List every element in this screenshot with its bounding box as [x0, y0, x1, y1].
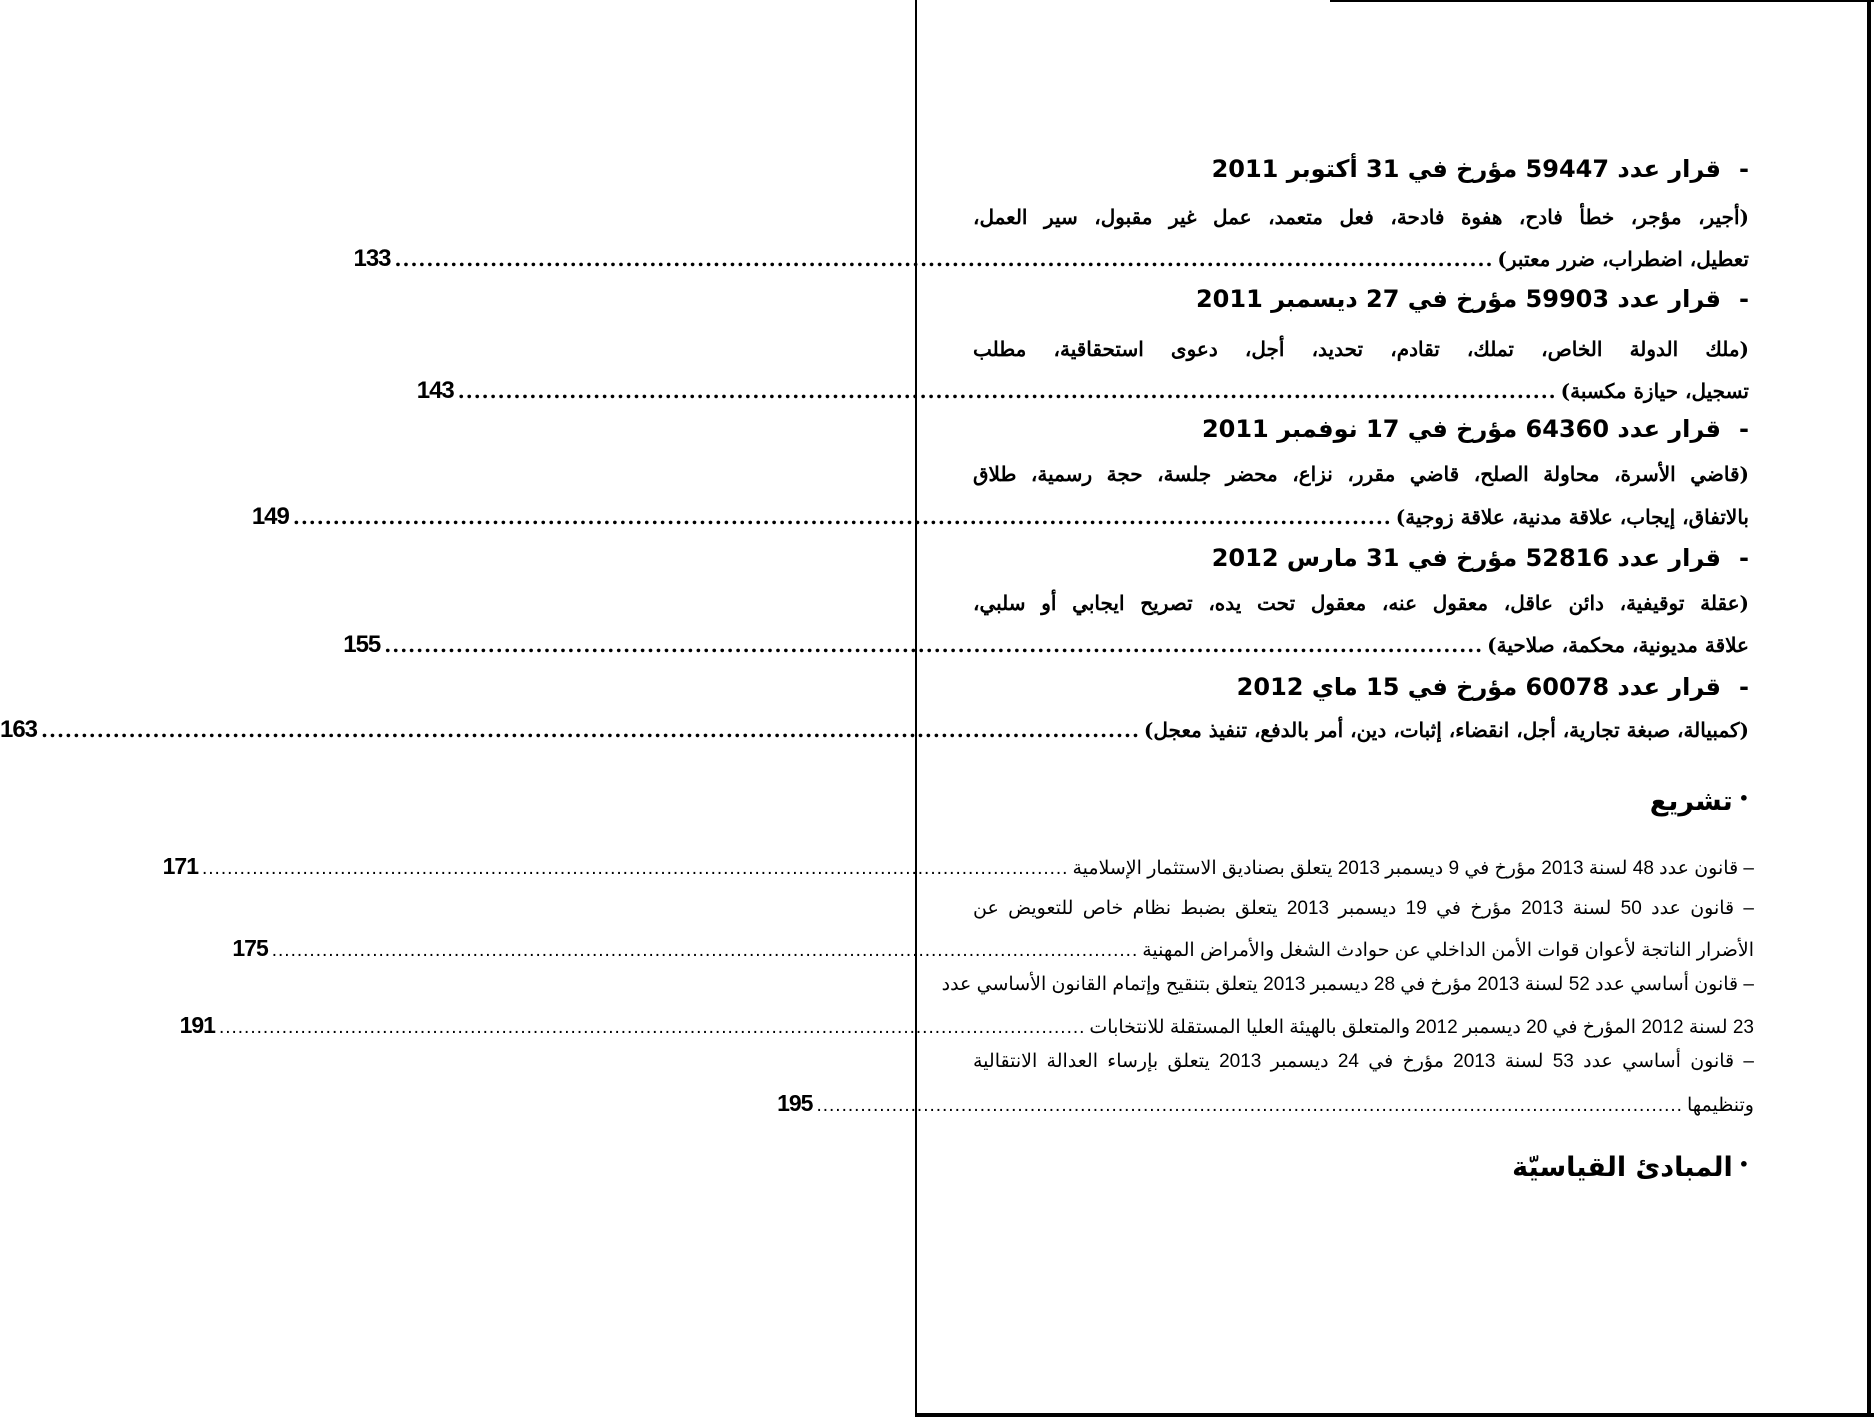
page-number[interactable]: 163	[0, 716, 38, 743]
section-title-principles: •المبادئ القياسيّة	[1512, 1152, 1749, 1183]
page-number[interactable]: 175	[232, 935, 268, 961]
leader-dots: ..........................................................................................................................................	[394, 247, 1494, 271]
leader-dots: ..........................................................................................................................................	[457, 379, 1557, 403]
decision-keywords-last: علاقة مديونية، محكمة، صلاحية) .......................................................................................................................................... 155	[343, 631, 1749, 658]
page-number[interactable]: 133	[353, 245, 391, 272]
page-number[interactable]: 149	[251, 503, 289, 530]
leader-dots: ..........................................................................................................................................	[201, 858, 1069, 879]
dash: -	[1739, 544, 1749, 572]
dash: -	[1739, 155, 1749, 183]
page-border-right	[1867, 0, 1871, 1414]
law-entry-last: وتنظيمها .......................................................................................................................................... 195	[777, 1090, 1754, 1116]
dash: -	[1739, 285, 1749, 313]
page-number[interactable]: 143	[416, 377, 454, 404]
decision-keywords-last: بالاتفاق، إيجاب، علاقة مدنية، علاقة زوجية) .......................................................................................................................................... 149	[251, 503, 1749, 530]
decision-heading: -قرار عدد 59447 مؤرخ في 31 أكتوبر 2011	[1211, 155, 1749, 183]
decision-keywords: (قاضي الأسرة، محاولة الصلح، قاضي مقرر، نزاع، محضر جلسة، حجة رسمية، طلاق	[973, 462, 1749, 486]
decision-keywords: (أجير، مؤجر، خطأ فادح، هفوة فادحة، فعل متعمد، عمل غير مقبول، سير العمل،	[973, 205, 1749, 229]
decision-heading: -قرار عدد 60078 مؤرخ في 15 ماي 2012	[1236, 673, 1749, 701]
page-border-left	[915, 0, 917, 1414]
dash: -	[1739, 415, 1749, 443]
decision-keywords-last: تعطيل، اضطراب، ضرر معتبر) .......................................................................................................................................... 133	[353, 245, 1749, 272]
page-number[interactable]: 155	[343, 631, 381, 658]
page-number[interactable]: 195	[777, 1090, 813, 1116]
decision-keywords-last: (كمبيالة، صبغة تجارية، أجل، انقضاء، إثبات، دين، أمر بالدفع، تنفيذ معجل) .......................................................................................................................................... 163	[0, 716, 1749, 743]
page-number[interactable]: 191	[179, 1012, 215, 1038]
leader-dots: ..........................................................................................................................................	[292, 505, 1392, 529]
law-entry-last: الأضرار الناتجة لأعوان قوات الأمن الداخلي عن حوادث الشغل والأمراض المهنية .......................................................................................................................................... 175	[232, 935, 1754, 961]
law-entry: – قانون عدد 48 لسنة 2013 مؤرخ في 9 ديسمبر 2013 يتعلق بصناديق الاستثمار الإسلامية .......................................................................................................................................... 171	[162, 853, 1754, 879]
decision-heading: -قرار عدد 64360 مؤرخ في 17 نوفمبر 2011	[1201, 415, 1749, 443]
decision-heading: -قرار عدد 52816 مؤرخ في 31 مارس 2012	[1211, 544, 1749, 572]
decision-keywords-last: تسجيل، حيازة مكسبة) .......................................................................................................................................... 143	[416, 377, 1749, 404]
law-entry: – قانون أساسي عدد 52 لسنة 2013 مؤرخ في 28 ديسمبر 2013 يتعلق بتنقيح وإتمام القانون الأساسي عدد	[941, 974, 1754, 995]
decision-keywords: (عقلة توقيفية، دائن عاقل، معقول عنه، معقول تحت يده، تصريح ايجابي أو سلبي،	[973, 591, 1749, 615]
leader-dots: ..........................................................................................................................................	[384, 633, 1484, 657]
page-border-bottom	[915, 1413, 1874, 1417]
bullet-icon: •	[1738, 789, 1749, 808]
leader-dots: ..........................................................................................................................................	[271, 940, 1139, 961]
leader-dots: ..........................................................................................................................................	[816, 1095, 1683, 1116]
law-entry: – قانون أساسي عدد 53 لسنة 2013 مؤرخ في 24 ديسمبر 2013 يتعلق بإرساء العدالة الانتقالية	[973, 1051, 1754, 1072]
leader-dots: ..........................................................................................................................................	[41, 718, 1140, 742]
page-number[interactable]: 171	[162, 853, 198, 879]
decision-heading: -قرار عدد 59903 مؤرخ في 27 ديسمبر 2011	[1195, 285, 1749, 313]
dash: -	[1739, 673, 1749, 701]
law-entry: – قانون عدد 50 لسنة 2013 مؤرخ في 19 ديسمبر 2013 يتعلق بضبط نظام خاص للتعويض عن	[973, 898, 1754, 919]
page-border-top	[1330, 0, 1874, 2]
bullet-icon: •	[1738, 1155, 1749, 1174]
decision-keywords: (ملك الدولة الخاص، تملك، تقادم، تحديد، أجل، دعوى استحقاقية، مطلب	[973, 337, 1749, 361]
law-entry-last: 23 لسنة 2012 المؤرخ في 20 ديسمبر 2012 والمتعلق بالهيئة العليا المستقلة للانتخابات .......................................................................................................................................... 191	[179, 1012, 1754, 1038]
leader-dots: ..........................................................................................................................................	[218, 1017, 1086, 1038]
section-title-legislation: •تشريع	[1649, 786, 1749, 817]
